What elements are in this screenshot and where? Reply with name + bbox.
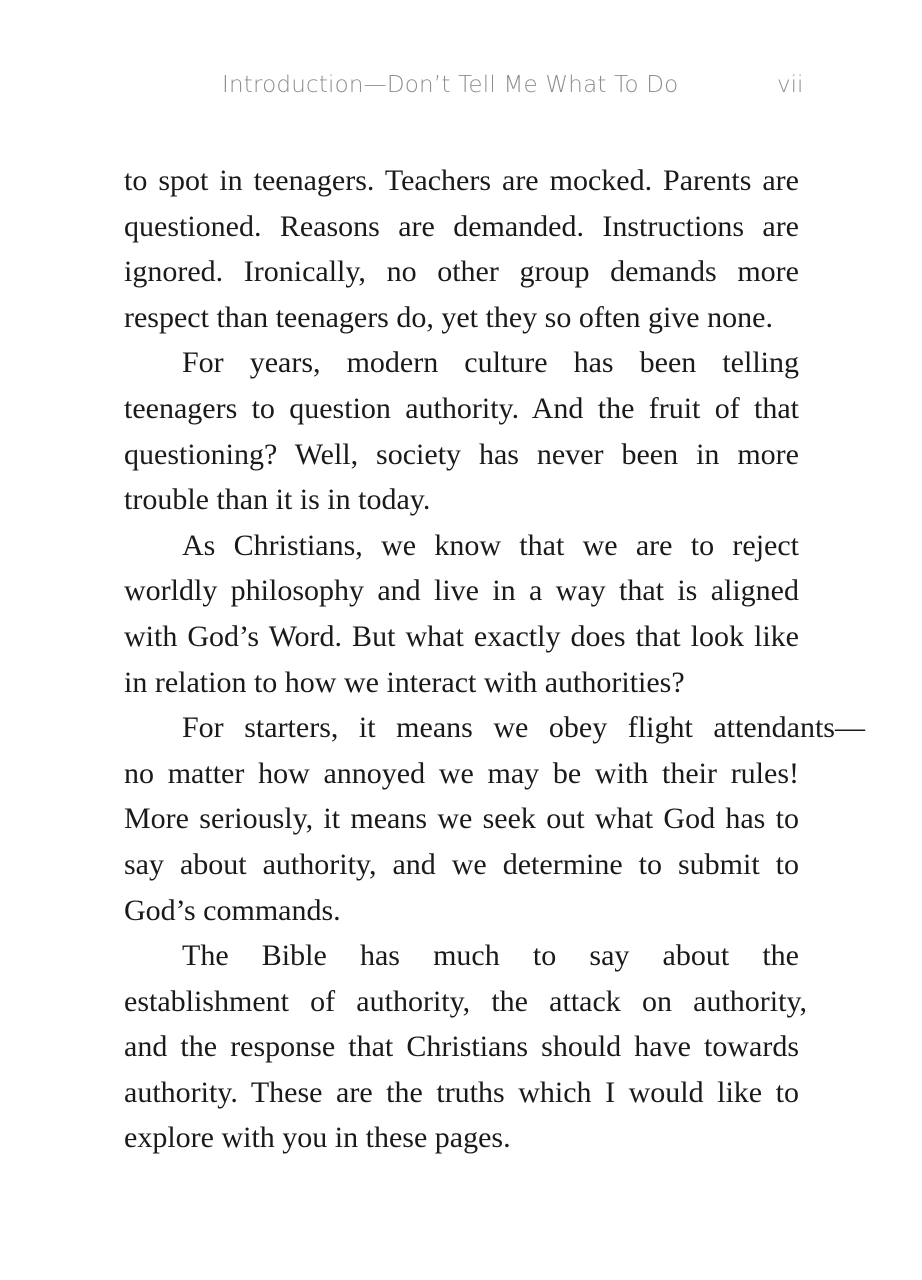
page-number: vii (777, 72, 804, 98)
paragraph (124, 158, 799, 340)
text-line: and the response that Christians should have towards (124, 1030, 799, 1064)
running-head: Introduction—Don’t Tell Me What To Do (222, 72, 679, 98)
paragraph (124, 705, 865, 933)
text-line: with God’s Word. But what exactly does that look like (124, 619, 799, 653)
text-line: in relation to how we interact with authorities? (124, 665, 685, 699)
text-line: questioning? Well, society has never been in more (124, 437, 799, 471)
text-line: ignored. Ironically, no other group demands more (124, 255, 799, 289)
text-line: trouble than it is in today. (124, 483, 431, 517)
text-line: The Bible has much to say about the (182, 939, 799, 973)
text-line: worldly philosophy and live in a way that is aligned (124, 574, 799, 608)
paragraph (124, 933, 807, 1161)
text-line: no matter how annoyed we may be with their rules! (124, 756, 799, 790)
text-line: say about authority, and we determine to submit to (124, 847, 799, 881)
text-line: More seriously, it means we seek out what God has to (124, 802, 799, 836)
body-text (124, 158, 865, 1161)
paragraph (124, 523, 799, 705)
text-line: authority. These are the truths which I would like to (124, 1075, 799, 1109)
text-line: to spot in teenagers. Teachers are mocked. Parents are (124, 164, 799, 197)
text-line: establishment of authority, the attack on authority, (124, 984, 807, 1018)
text-line: respect than teenagers do, yet they so often give none. (124, 300, 773, 334)
text-line: questioned. Reasons are demanded. Instructions are (124, 209, 799, 243)
text-line: For starters, it means we obey flight attendants— (182, 711, 865, 745)
text-line: As Christians, we know that we are to reject (182, 528, 799, 562)
text-line: God’s commands. (124, 893, 341, 927)
paragraph (124, 340, 799, 522)
text-line: teenagers to question authority. And the fruit of that (124, 391, 799, 425)
text-line: For years, modern culture has been telling (182, 346, 799, 380)
text-line: explore with you in these pages. (124, 1121, 511, 1155)
